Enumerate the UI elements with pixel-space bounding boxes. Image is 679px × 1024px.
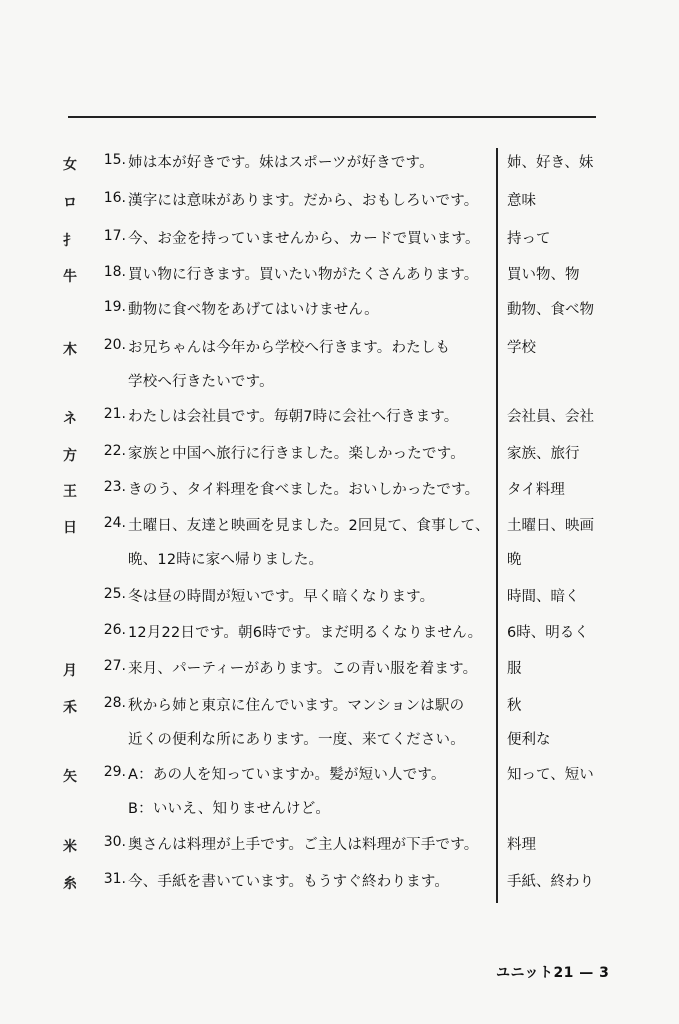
list-item — [0, 441, 679, 465]
vocab-text: 持って — [507, 231, 551, 247]
list-item — [0, 869, 679, 893]
item-number: 15. — [103, 152, 126, 168]
item-number: 23. — [103, 479, 126, 495]
sentence-text: 漢字には意味があります。だから、おもしろいです。 — [128, 193, 479, 209]
item-number: 16. — [103, 190, 126, 206]
radical-mark: 方 — [63, 448, 77, 464]
sentence-text: B：いいえ、知りませんけど。 — [128, 801, 331, 817]
vocab-text: 知って、短い — [507, 767, 594, 783]
list-item — [0, 796, 679, 820]
list-item — [0, 656, 679, 680]
list-item — [0, 404, 679, 428]
list-item — [0, 832, 679, 856]
vocab-text: 姉、好き、妹 — [507, 155, 594, 171]
sentence-text: 近くの便利な所にあります。一度、来てください。 — [128, 732, 465, 748]
list-item — [0, 477, 679, 501]
list-item — [0, 547, 679, 571]
list-item — [0, 297, 679, 321]
list-item — [0, 150, 679, 174]
vocab-text: 会社員、会社 — [507, 409, 594, 425]
radical-mark: 木 — [63, 342, 77, 358]
sentence-text: 買い物に行きます。買いたい物がたくさんあります。 — [128, 267, 479, 283]
vocab-text: 服 — [507, 661, 522, 677]
item-number: 18. — [103, 264, 126, 280]
list-item — [0, 369, 679, 393]
radical-mark: 日 — [63, 520, 77, 536]
vocab-text: 動物、食べ物 — [507, 302, 594, 318]
sentence-text: 今、手紙を書いています。もうすぐ終わります。 — [128, 874, 450, 890]
radical-mark: 米 — [63, 839, 77, 855]
list-item — [0, 693, 679, 717]
sentence-text: 学校へ行きたいです。 — [128, 374, 274, 390]
sentence-text: きのう、タイ料理を食べました。おいしかったです。 — [128, 482, 480, 498]
item-number: 28. — [103, 695, 126, 711]
vocab-text: 学校 — [507, 340, 536, 356]
list-item — [0, 226, 679, 250]
list-item — [0, 762, 679, 786]
list-item — [0, 262, 679, 286]
sentence-text: 来月、パーティーがあります。この青い服を着ます。 — [128, 661, 478, 677]
item-number: 22. — [103, 443, 126, 459]
vocab-text: 時間、暗く — [507, 589, 580, 605]
vocab-text: 手紙、終わり — [507, 874, 594, 890]
list-item — [0, 620, 679, 644]
radical-mark: 月 — [63, 663, 77, 679]
radical-mark: 牛 — [63, 269, 77, 285]
sentence-text: 奥さんは料理が上手です。ご主人は料理が下手です。 — [128, 837, 479, 853]
list-item — [0, 513, 679, 537]
item-number: 17. — [103, 228, 126, 244]
sentence-text: A：あの人を知っていますか。髪が短い人です。 — [128, 767, 446, 783]
vocab-text: 晩 — [507, 552, 522, 568]
item-number: 31. — [103, 871, 126, 887]
sentence-text: 動物に食べ物をあげてはいけません。 — [128, 302, 379, 318]
list-item — [0, 335, 679, 359]
vocab-text: 意味 — [507, 193, 536, 209]
radical-mark: 扌 — [63, 233, 77, 249]
vocab-text: タイ料理 — [507, 482, 565, 498]
top-rule — [68, 116, 596, 118]
vocab-text: 家族、旅行 — [507, 446, 580, 462]
vocab-text: 買い物、物 — [507, 267, 580, 283]
item-number: 19. — [103, 299, 126, 315]
sentence-text: 12月22日です。朝6時です。まだ明るくなりません。 — [128, 625, 483, 641]
vocab-text: 土曜日、映画 — [507, 518, 594, 534]
radical-mark: ロ — [63, 195, 77, 211]
radical-mark: 女 — [63, 157, 77, 173]
sentence-text: お兄ちゃんは今年から学校へ行きます。わたしも — [128, 340, 451, 356]
item-number: 30. — [103, 834, 126, 850]
sentence-text: 姉は本が好きです。妹はスポーツが好きです。 — [128, 155, 434, 171]
sentence-text: 家族と中国へ旅行に行きました。楽しかったです。 — [128, 446, 465, 462]
item-number: 25. — [103, 586, 126, 602]
list-item — [0, 727, 679, 751]
vocab-text: 秋 — [507, 698, 522, 714]
vocab-text: 料理 — [507, 837, 536, 853]
item-number: 29. — [103, 764, 126, 780]
vocab-text: 便利な — [507, 732, 551, 748]
sentence-text: 土曜日、友達と映画を見ました。2回見て、食事して、 — [128, 518, 490, 534]
sentence-text: 晩、12時に家へ帰りました。 — [128, 552, 324, 568]
vocab-text: 6時、明るく — [507, 625, 589, 641]
radical-mark: 糸 — [63, 876, 77, 892]
radical-mark: ネ — [63, 411, 77, 427]
list-item — [0, 188, 679, 212]
item-number: 27. — [103, 658, 126, 674]
list-item — [0, 584, 679, 608]
item-number: 26. — [103, 622, 126, 638]
radical-mark: 王 — [63, 484, 77, 500]
sentence-text: 冬は昼の時間が短いです。早く暗くなります。 — [128, 589, 435, 605]
page-footer: ユニット21 — 3 — [496, 965, 610, 981]
item-number: 20. — [103, 337, 126, 353]
item-number: 24. — [103, 515, 126, 531]
sentence-text: わたしは会社員です。毎朝7時に会社へ行きます。 — [128, 409, 459, 425]
radical-mark: 禾 — [63, 700, 77, 716]
item-number: 21. — [103, 406, 126, 422]
sentence-text: 秋から姉と東京に住んでいます。マンションは駅の — [128, 698, 465, 714]
sentence-text: 今、お金を持っていませんから、カードで買います。 — [128, 231, 480, 247]
radical-mark: 矢 — [63, 769, 77, 785]
